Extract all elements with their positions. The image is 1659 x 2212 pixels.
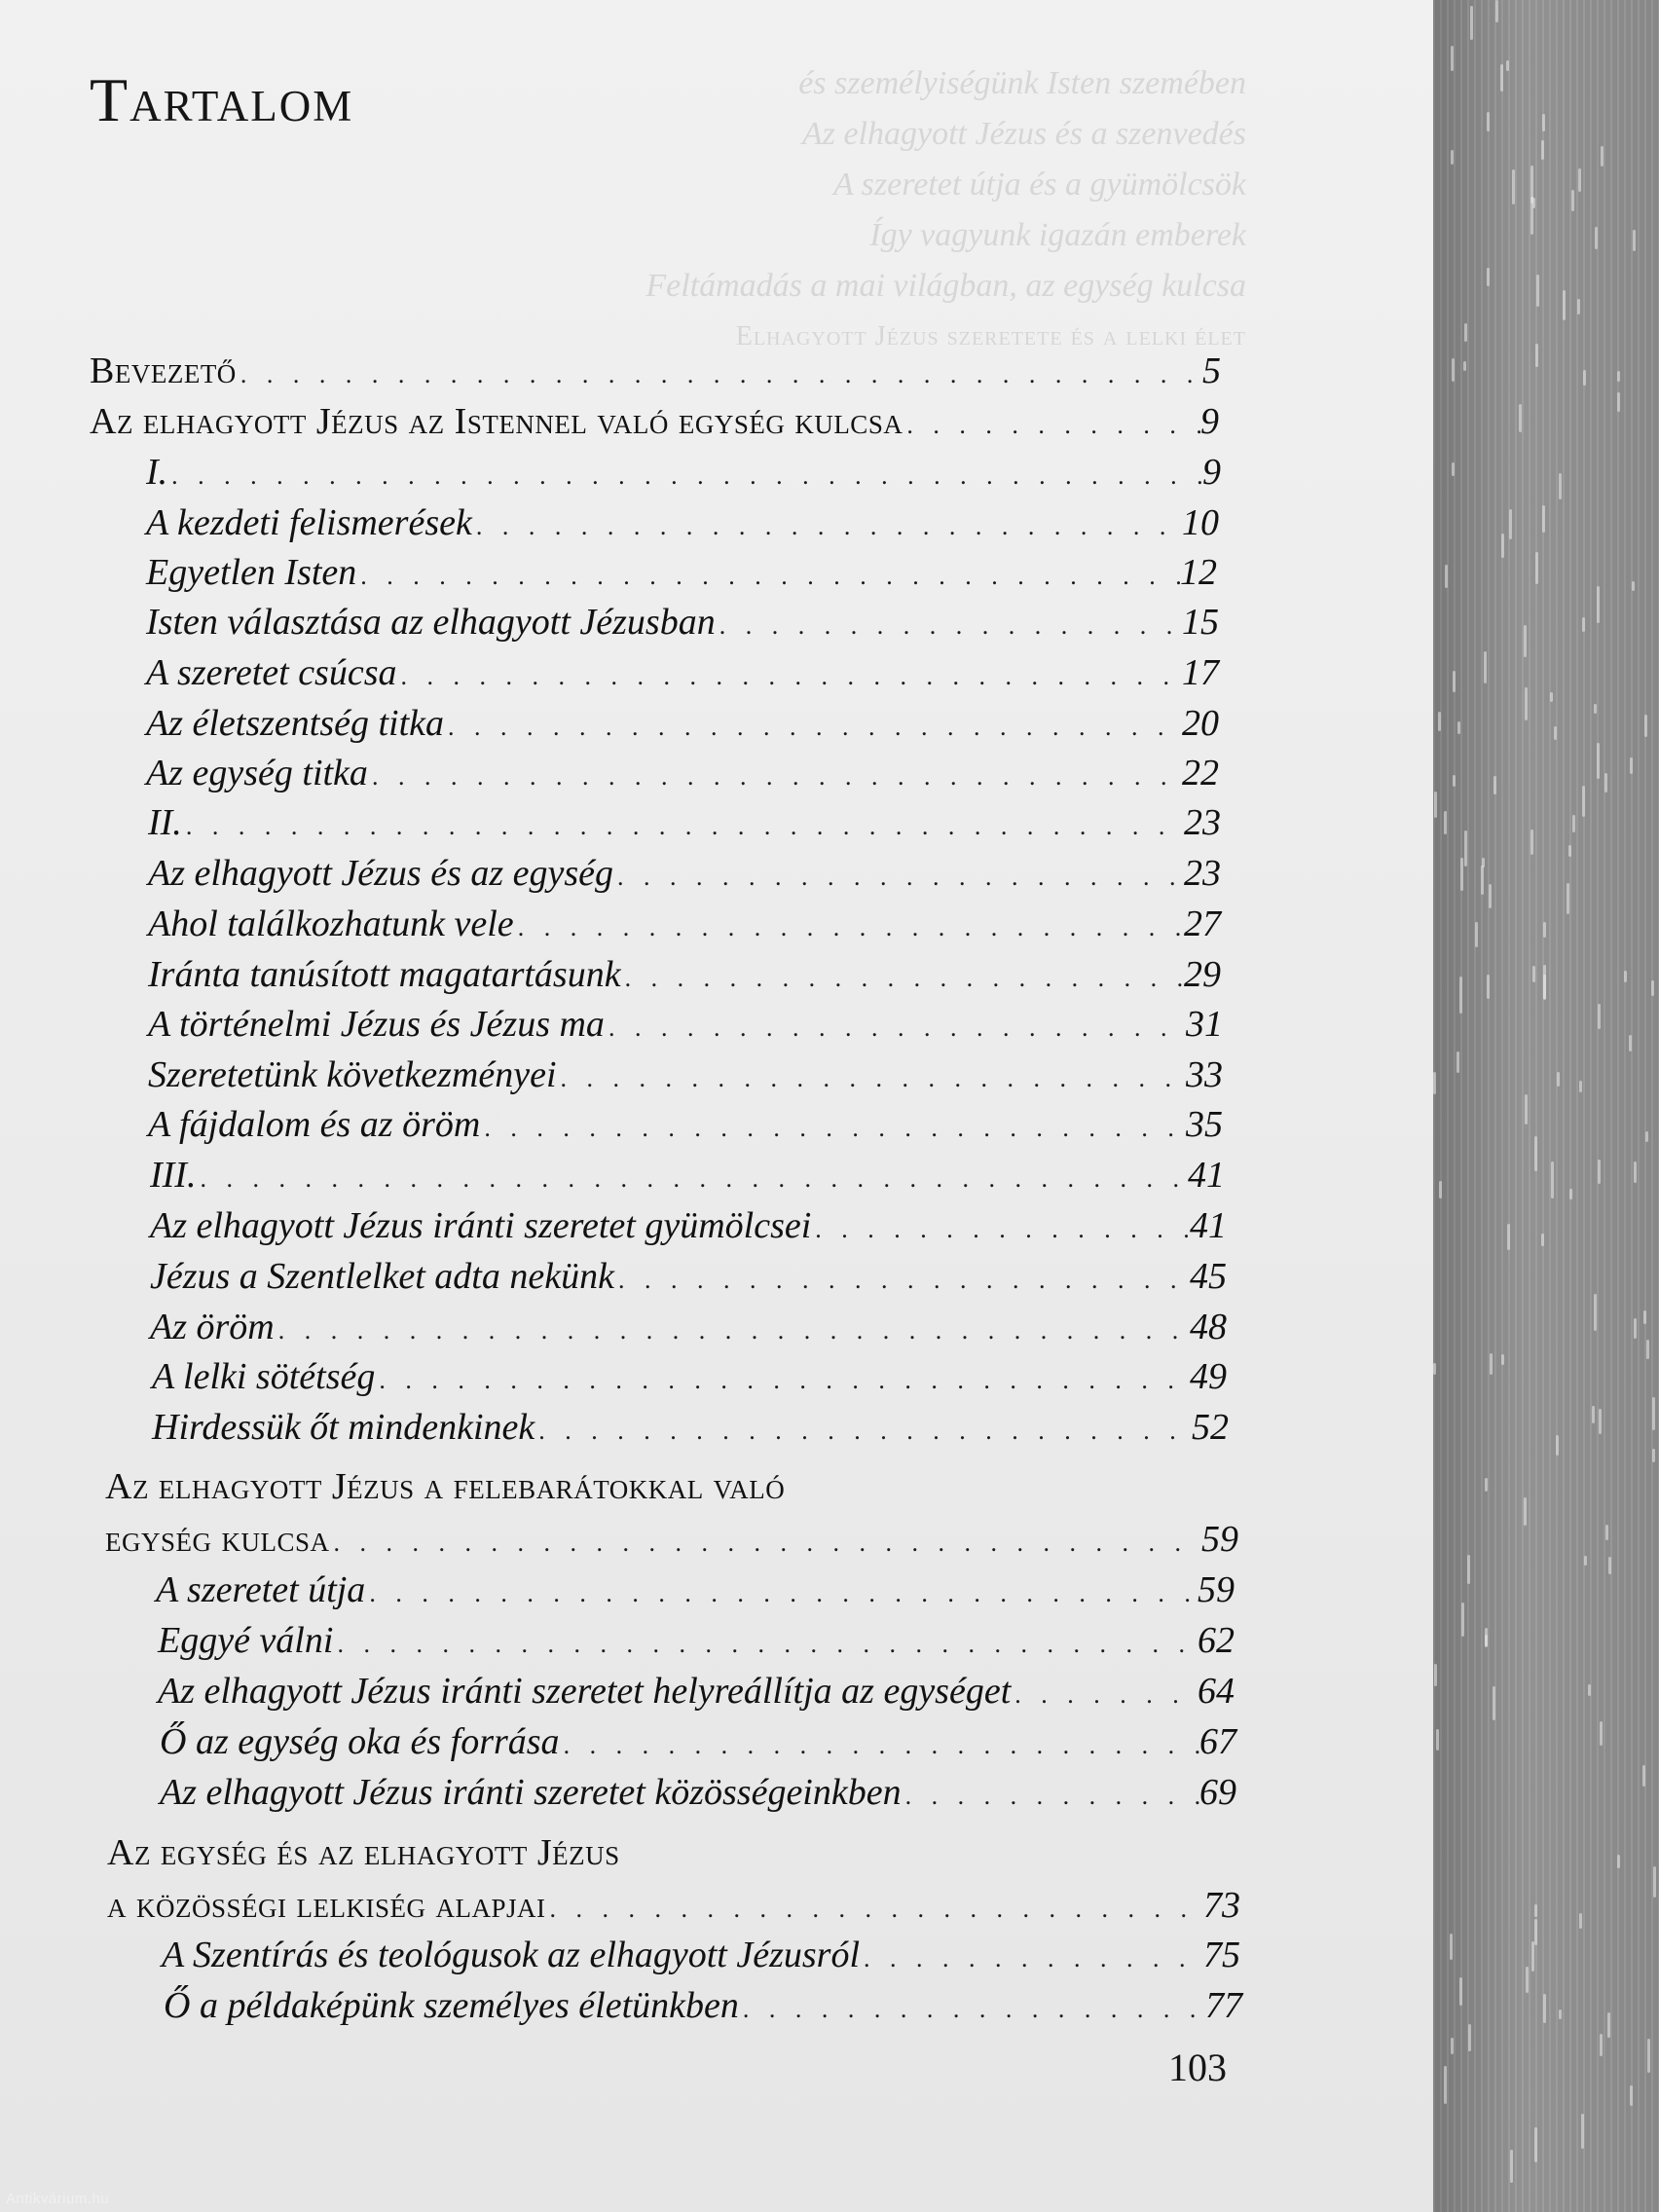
wood-fibre [1607,2012,1610,2038]
toc-section-title-line1: Az elhagyott Jézus a felebarátokkal való [105,1466,786,1507]
wood-fibre [1460,858,1463,891]
toc-entry-title: Iránta tanúsított magatartásunk [148,954,621,995]
wood-fibre [1450,1934,1453,1960]
wood-fibre [1568,845,1571,857]
toc-page-number: 35 [1186,1104,1223,1145]
toc-entry-title: a közösségi lelkiség alapjai [107,1885,546,1926]
wood-fibre [1484,651,1487,683]
wood-fibre [1550,692,1553,702]
wood-fibre [1643,1310,1646,1324]
wood-fibre [1645,1131,1648,1142]
toc-entry-title: A történelmi Jézus és Jézus ma [148,1004,605,1045]
wood-fibre [1445,565,1448,588]
toc-page-number: 33 [1186,1054,1223,1095]
toc-entry-title: Ahol találkozhatunk vele [148,903,514,944]
toc-entry [148,1000,1223,1049]
toc-entry [148,950,1221,999]
wood-fibre [1525,1094,1528,1124]
dot-leader [480,1104,1186,1153]
wood-fibre [1598,1160,1601,1184]
wood-fibre [1557,1072,1560,1087]
dot-leader [330,1519,1201,1567]
toc-entry-title: Az egység titka [146,753,368,793]
toc-page-number: 5 [1202,350,1221,391]
wood-fibre [1453,671,1456,692]
dot-leader [397,652,1182,701]
wood-fibre [1452,358,1455,382]
bleed-line: Így vagyunk igazán emberek [869,217,1246,253]
wood-fibre [1482,858,1485,867]
wood-fibre [1600,1721,1603,1746]
wood-fibre [1630,757,1633,774]
wood-fibre [1543,1994,1546,2023]
dot-leader [560,1721,1199,1770]
toc-page-number: 9 [1200,401,1219,442]
wood-fibre [1617,371,1620,382]
toc-entry [150,1303,1227,1351]
toc-page-number: 62 [1198,1620,1235,1661]
wood-fibre [1617,392,1620,412]
toc-entry-title: Isten választása az elhagyott Jézusban [146,602,716,643]
wood-fibre [1541,140,1544,160]
toc-entry [150,1201,1227,1250]
toc-section-title-line1: Az egység és az elhagyott Jézus [107,1832,620,1873]
wood-fibre [1563,290,1566,320]
wood-fibre [1493,1686,1495,1720]
wood-fibre [1451,46,1454,71]
dot-leader [545,1885,1203,1934]
dot-leader [182,802,1184,851]
dot-leader [365,1569,1198,1618]
toc-entry-title: A fájdalom és az öröm [148,1104,481,1145]
wood-fibre [1542,505,1545,533]
wood-fibre [1633,230,1636,251]
toc-entry [146,448,1221,497]
wood-fibre [1509,509,1512,539]
toc-entry [146,598,1219,646]
wood-fibre [1524,1497,1527,1526]
wood-fibre [1634,1318,1637,1339]
dot-leader [739,1985,1205,2034]
dot-leader [903,401,1200,450]
toc-entry [158,1616,1235,1665]
wood-fibre [1647,2039,1650,2073]
wood-fibre [1495,0,1498,22]
wood-fibre [1582,786,1585,817]
wood-fibre [1530,830,1533,855]
wood-fibre [1651,980,1654,996]
wood-fibre [1582,617,1585,632]
toc-entry-title: Ő a példaképünk személyes életünkben [164,1985,739,2026]
wood-fibre [1464,830,1467,866]
toc-page-number: 23 [1184,853,1221,894]
wood-fibre [1534,1904,1537,1917]
toc-page-number: 22 [1182,753,1219,793]
wood-fibre [1594,1294,1597,1331]
wood-fibre [1542,114,1545,131]
toc-entry [152,1352,1227,1401]
wood-fibre [1579,1913,1582,1929]
wood-fibre [1569,1189,1572,1199]
wood-fibre [1487,112,1490,131]
toc-entry-title: A szeretet csúcsa [146,652,397,693]
toc-page-number: 67 [1199,1721,1236,1762]
wood-fibre [1524,625,1527,657]
toc-entry [148,798,1221,847]
toc-page-number: 41 [1188,1155,1225,1196]
wood-fibre [1594,704,1597,714]
toc-page-number: 41 [1190,1205,1227,1246]
wood-fibre [1578,168,1581,192]
toc-page-number: 10 [1182,502,1219,543]
wood-fibre [1600,2034,1603,2056]
wood-fibre [1536,275,1539,307]
wood-fibre [1525,687,1528,720]
dot-leader [472,502,1182,551]
toc-page-number: 31 [1186,1004,1223,1045]
wood-fibre [1543,975,1546,1000]
wood-fibre [1630,2085,1633,2106]
wood-fibre [1434,792,1437,818]
book-edge-background [1433,0,1659,2212]
toc-section-entry [105,1515,1238,1564]
wood-fibre [1470,6,1473,40]
wood-fibre [1526,1967,1529,1993]
wood-fibre [1444,811,1447,834]
bleed-line: A szeretet útja és a gyümölcsök [833,166,1246,203]
wood-fibre [1436,1729,1439,1751]
bleed-through-text [643,58,1246,350]
toc-entry-title: Hirdessük őt mindenkinek [152,1407,535,1448]
watermark: Antikvárium.hu [6,2191,110,2207]
toc-entry-title: III. [150,1155,197,1196]
wood-fibre [1583,370,1586,386]
page-number: 103 [1168,2046,1227,2089]
wood-fibre [1467,1555,1470,1584]
toc-page-number: 27 [1184,903,1221,944]
wood-fibre [1551,1161,1554,1198]
wood-fibre [1543,922,1546,938]
toc-entry-title: II. [148,802,182,843]
wood-fibre [1510,2150,1513,2183]
wood-fibre [1489,884,1492,908]
dot-leader [333,1620,1198,1669]
wood-fibre [1599,1409,1602,1434]
wood-fibre [1605,1525,1608,1540]
wood-fibre [1451,150,1454,165]
toc-entry [148,900,1221,948]
dot-leader [167,452,1202,500]
wood-fibre [1485,1628,1488,1646]
toc-section-entry [90,397,1219,446]
wood-fibre [1644,715,1647,737]
wood-fibre [1653,1866,1656,1898]
wood-fibre [1512,169,1515,204]
wood-fibre [1507,1224,1510,1250]
toc-page-number: 75 [1203,1935,1240,1975]
dot-leader [621,954,1184,1003]
dot-leader [605,1004,1186,1052]
wood-fibre [1501,1354,1504,1365]
toc-entry [146,548,1217,597]
toc-page-number: 64 [1198,1671,1235,1712]
toc-page-number: 69 [1199,1772,1236,1813]
toc-entry [158,1667,1235,1715]
toc-entry-title: Az elhagyott Jézus az Istennel való egység kulcsa [90,401,903,442]
wood-fibre [1556,1435,1559,1456]
toc-page-number: 45 [1190,1256,1227,1297]
wood-fibre [1439,1181,1442,1198]
toc-page-number: 9 [1202,452,1221,493]
wood-fibre [1534,1919,1537,1945]
wood-fibre [1534,2127,1537,2162]
wood-fibre [1541,1234,1544,1246]
wood-fibre [1598,1004,1601,1029]
toc-page-number: 48 [1190,1307,1227,1347]
wood-fibre [1481,866,1484,895]
wood-fibre [1453,775,1456,787]
toc-page-number: 20 [1182,703,1219,744]
wood-fibre [1451,2038,1454,2054]
toc-entry-title: Ő az egység oka és forrása [160,1721,560,1762]
wood-fibre [1652,1449,1655,1462]
toc-entry [162,1931,1240,1979]
dot-leader [368,753,1182,801]
dot-leader [613,853,1184,902]
dot-leader [444,703,1182,752]
wood-fibre [1571,190,1574,211]
toc-section-entry [107,1881,1240,1930]
wood-fibre [1493,776,1496,794]
dot-leader [535,1407,1192,1456]
toc-page-number: 12 [1180,552,1217,593]
toc-page-number: 17 [1182,652,1219,693]
toc-page-number: 15 [1182,602,1219,643]
wood-fibre [1461,1603,1464,1637]
wood-fibre [1534,1136,1537,1171]
toc-entry [146,749,1219,797]
wood-fibre [1535,344,1538,367]
wood-fibre [1459,1977,1462,2006]
wood-fibre [1581,2114,1584,2149]
wood-fibre [1519,404,1522,432]
wood-fibre [1554,726,1557,740]
wood-fibre [1559,2009,1562,2019]
toc-entry-title: Bevezető [90,350,237,391]
wood-fibre [1559,473,1562,499]
toc-page-number: 59 [1198,1569,1235,1610]
wood-fibre [1652,1397,1655,1430]
toc-entry-title: Az életszentség titka [146,703,445,744]
toc-section-entry [90,347,1221,395]
toc-page-number: 77 [1205,1985,1242,2026]
toc-entry-title: Szeretetünk következményei [148,1054,557,1095]
wood-fibre [1463,361,1466,371]
wood-fibre [1456,1051,1459,1073]
toc-entry-title: Jézus a Szentlelket adta nekünk [150,1256,614,1297]
page-title: Tartalom [90,65,354,134]
wood-fibre [1459,977,1462,1014]
toc-entry [146,648,1219,697]
toc-entry [146,498,1219,547]
bleed-line: Feltámadás a mai világban, az egység kulcsa [645,268,1246,304]
toc-entry-title: Az elhagyott Jézus iránti szeretet gyümölcsei [150,1205,812,1246]
toc-entry-title: egység kulcsa [105,1519,330,1560]
wood-fibre [1452,462,1455,476]
wood-fibre [1629,1035,1632,1051]
dot-leader [557,1054,1186,1103]
toc-page-number: 49 [1190,1356,1227,1397]
dot-leader [860,1935,1203,1983]
wood-fibre [1567,883,1569,914]
dot-leader [196,1155,1188,1203]
toc-entry-title: Az elhagyott Jézus iránti szeretet közösségeinkben [160,1772,902,1813]
wood-fibre [1475,922,1478,947]
toc-entry-title: I. [146,452,168,493]
toc-entry [164,1981,1242,2030]
dot-leader [275,1307,1190,1355]
wood-fibre [1433,1363,1436,1375]
dot-leader [237,350,1202,399]
wood-fibre [1634,1161,1637,1183]
toc-page-number: 59 [1201,1519,1238,1560]
toc-entry-title: A lelki sötétség [152,1356,376,1397]
wood-fibre [1617,1855,1620,1868]
wood-fibre [1584,1556,1587,1566]
wood-fibre [1500,64,1503,92]
toc-entry-title: Az öröm [150,1307,275,1347]
wood-fibre [1464,323,1467,342]
wood-fibre [1601,146,1604,166]
toc-entry-title: Az elhagyott Jézus iránti szeretet helyreállítja az egységet [158,1671,1012,1712]
toc-entry [160,1768,1236,1817]
wood-fibre [1597,586,1600,623]
wood-fibre [1485,1478,1488,1492]
wood-fibre [1506,60,1509,71]
bleed-line: Az elhagyott Jézus és a szenvedés [801,116,1246,152]
wood-fibre [1457,721,1460,734]
wood-fibre [1501,534,1504,558]
toc-entry [148,1051,1223,1099]
toc-entry [146,699,1219,748]
toc-page-number: 52 [1192,1407,1229,1448]
wood-fibre [1588,1684,1591,1696]
dot-leader [375,1356,1190,1405]
toc-entry [160,1717,1236,1766]
wood-fibre [1646,1340,1649,1359]
bleed-line: és személyiségünk Isten szemében [798,65,1246,101]
wood-fibre [1608,1557,1611,1574]
wood-fibre [1597,743,1600,779]
toc-entry-title: Az elhagyott Jézus és az egység [148,853,614,894]
dot-leader [811,1205,1190,1254]
wood-fibre [1632,581,1635,591]
wood-fibre [1433,1072,1436,1094]
wood-fibre [1595,227,1598,249]
toc-page-number: 29 [1184,954,1221,995]
toc-entry-title: Egyetlen Isten [146,552,357,593]
wood-fibre [1572,815,1575,832]
dot-leader [514,903,1184,952]
toc-entry [150,1252,1227,1301]
toc-entry [148,849,1221,898]
wood-fibre [1434,1664,1437,1686]
toc-entry-title: A szeretet útja [156,1569,366,1610]
toc-entry-title: A kezdeti felismerések [146,502,472,543]
wood-fibre [1532,966,1535,982]
wood-fibre [1535,552,1538,584]
wood-fibre [1531,1941,1534,1972]
wood-fibre [1468,2024,1471,2051]
wood-fibre [1490,1353,1493,1375]
bleed-line: Elhagyott Jézus szeretete és a lelki élet [735,321,1246,351]
wood-fibre [1444,2066,1447,2104]
dot-leader [902,1772,1199,1821]
toc-entry [148,1100,1223,1149]
dot-leader [356,552,1180,601]
toc-entry [156,1566,1235,1614]
dot-leader [614,1256,1190,1305]
wood-fibre [1438,712,1441,731]
wood-fibre [1577,299,1580,314]
wood-fibre [1604,773,1607,793]
wood-fibre [1579,1081,1582,1092]
dot-leader [716,602,1182,650]
toc-page-number: 23 [1184,802,1221,843]
wood-fibre [1592,1406,1595,1423]
wood-fibre [1487,975,1490,999]
toc-page-number: 73 [1203,1885,1240,1926]
toc-entry [150,1151,1225,1199]
toc-entry [152,1403,1229,1452]
wood-fibre [1642,1765,1645,1787]
wood-fibre [1487,268,1490,286]
toc-entry-title: A Szentírás és teológusok az elhagyott Jézusról [162,1935,861,1975]
wood-fibre [1530,166,1533,203]
toc-entry-title: Eggyé válni [158,1620,334,1661]
wood-fibre [1624,971,1627,982]
dot-leader [1011,1671,1198,1719]
